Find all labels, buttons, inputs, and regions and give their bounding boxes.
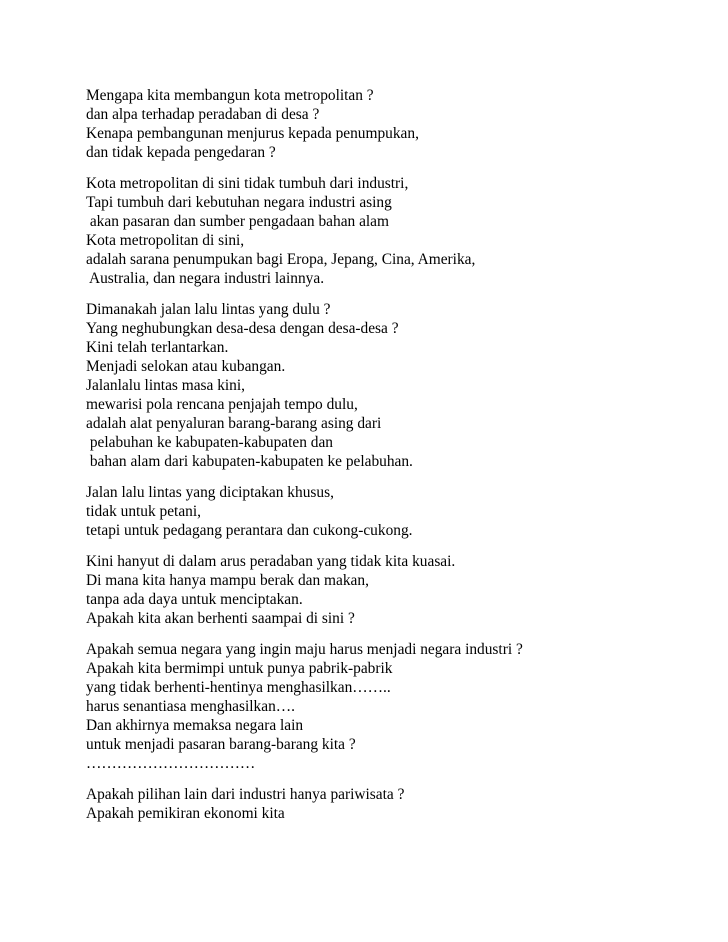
stanza (86, 300, 706, 471)
poem-line: harus senantiasa menghasilkan…. (86, 698, 295, 715)
poem-line: Apakah kita akan berhenti saampai di sini ? (86, 610, 355, 627)
poem-line: Di mana kita hanya mampu berak dan makan, (86, 572, 369, 589)
stanza (86, 174, 706, 288)
stanza (86, 86, 706, 162)
poem-line: tetapi untuk pedagang perantara dan cukong-cukong. (86, 522, 413, 539)
poem-line: dan alpa terhadap peradaban di desa ? (86, 106, 320, 123)
poem-line: Kota metropolitan di sini, (86, 232, 245, 249)
poem-line: tanpa ada daya untuk menciptakan. (86, 591, 303, 608)
poem-text (86, 86, 706, 835)
poem-line: bahan alam dari kabupaten-kabupaten ke pelabuhan. (86, 453, 413, 470)
poem-line: …………………………… (86, 755, 256, 772)
poem-line: untuk menjadi pasaran barang-barang kita ? (86, 736, 356, 753)
poem-line: tidak untuk petani, (86, 503, 201, 520)
poem-line: Apakah kita bermimpi untuk punya pabrik-pabrik (86, 660, 393, 677)
poem-line: Yang neghubungkan desa-desa dengan desa-desa ? (86, 320, 399, 337)
stanza (86, 552, 706, 628)
poem-line: mewarisi pola rencana penjajah tempo dulu, (86, 396, 358, 413)
stanza (86, 785, 706, 823)
poem-line: Dimanakah jalan lalu lintas yang dulu ? (86, 301, 331, 318)
poem-line: Tapi tumbuh dari kebutuhan negara industri asing (86, 194, 392, 211)
poem-line: dan tidak kepada pengedaran ? (86, 144, 276, 161)
poem-line: Kota metropolitan di sini tidak tumbuh dari industri, (86, 175, 409, 192)
poem-line: Menjadi selokan atau kubangan. (86, 358, 286, 375)
poem-line: pelabuhan ke kabupaten-kabupaten dan (86, 434, 334, 451)
poem-line: yang tidak berhenti-hentinya menghasilkan…….. (86, 679, 391, 696)
poem-line: Kini hanyut di dalam arus peradaban yang tidak kita kuasai. (86, 553, 456, 570)
poem-line: Jalanlalu lintas masa kini, (86, 377, 246, 394)
poem-line: Dan akhirnya memaksa negara lain (86, 717, 304, 734)
poem-line: Apakah pemikiran ekonomi kita (86, 805, 285, 822)
poem-line: Australia, dan negara industri lainnya. (86, 270, 325, 287)
poem-line: adalah sarana penumpukan bagi Eropa, Jepang, Cina, Amerika, (86, 251, 476, 268)
poem-line: Kenapa pembangunan menjurus kepada penumpukan, (86, 125, 419, 142)
stanza (86, 483, 706, 540)
stanza (86, 640, 706, 773)
poem-line: akan pasaran dan sumber pengadaan bahan alam (86, 213, 389, 230)
poem-line: Apakah pilihan lain dari industri hanya pariwisata ? (86, 786, 405, 803)
poem-line: Jalan lalu lintas yang diciptakan khusus, (86, 484, 334, 501)
poem-line: Apakah semua negara yang ingin maju harus menjadi negara industri ? (86, 641, 523, 658)
poem-line: Mengapa kita membangun kota metropolitan ? (86, 87, 374, 104)
poem-line: Kini telah terlantarkan. (86, 339, 229, 356)
poem-line: adalah alat penyaluran barang-barang asing dari (86, 415, 382, 432)
